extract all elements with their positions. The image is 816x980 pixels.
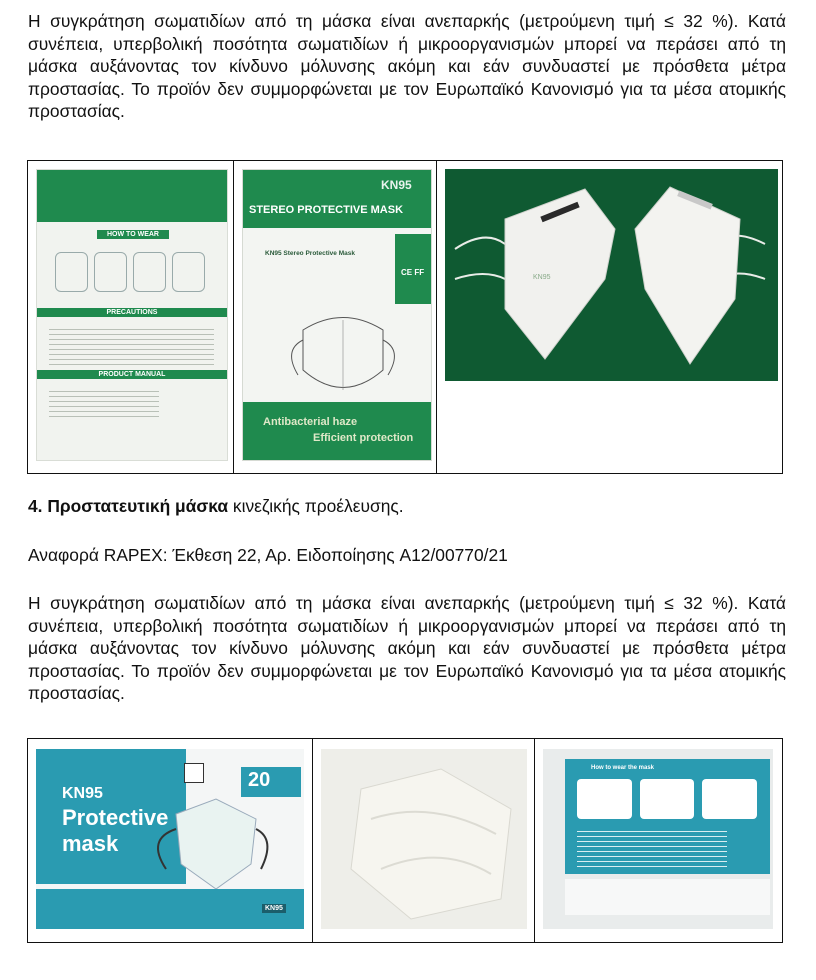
photo-masks xyxy=(436,161,782,473)
mask-diagram-icon xyxy=(283,300,403,410)
product-manual-label: PRODUCT MANUAL xyxy=(37,370,227,379)
box-mask: mask xyxy=(62,831,119,856)
wear-step-icon xyxy=(94,252,127,292)
pkg-front-subtitle: KN95 Stereo Protective Mask xyxy=(265,250,355,257)
item-number: 4. xyxy=(28,496,43,516)
wear-step-icon xyxy=(172,252,205,292)
package-front-image xyxy=(242,169,432,461)
back-wear-steps xyxy=(577,779,757,819)
photo-package-front xyxy=(233,161,436,473)
wear-step-icon xyxy=(133,252,166,292)
pkg-front-ce-mark: CE FF xyxy=(401,268,425,277)
photo-grid-top xyxy=(27,160,783,474)
item-paragraph: Η συγκράτηση σωματιδίων από τη μάσκα είναι ανεπαρκής (μετρούμενη τιμή ≤ 32 %). Κατά συνέπεια, υπερβολική ποσότητα σωματιδίων ή μικροοργανισμών μπορεί να περάσει από τη μάσκα αυξάνοντας τον κίνδυνο μόλυνσης ακόμη και εάν συνδυαστεί με πρόσθετα μέτρα προστασίας. Το προϊόν δεν συμμορφώνεται με τον Ευρωπαϊκό Κανονισμό για τα μέσα ατομικής προστασίας. xyxy=(28,593,786,703)
back-wear-step-icon xyxy=(702,779,757,819)
photo-white-masks xyxy=(312,739,534,942)
photo-grid-bottom xyxy=(27,738,783,943)
precautions-label: PRECAUTIONS xyxy=(37,308,227,317)
box-back-heading: How to wear the mask xyxy=(591,765,655,771)
pkg-front-banner: STEREO PROTECTIVE MASK xyxy=(249,204,404,216)
masks-image xyxy=(445,169,778,381)
box-back-lower xyxy=(565,879,770,915)
box-kn95: KN95 xyxy=(62,785,103,802)
back-text-lines xyxy=(577,827,727,867)
item-heading xyxy=(28,496,404,517)
intro-paragraph: Η συγκράτηση σωματιδίων από τη μάσκα είναι ανεπαρκής (μετρούμενη τιμή ≤ 32 %). Κατά συνέπεια, υπερβολική ποσότητα σωματιδίων ή μικροοργανισμών μπορεί να περάσει από τη μάσκα αυξάνοντας τον κίνδυνο μόλυνσης ακόμη και εάν συνδυαστεί με πρόσθετα μέτρα προστασίας. Το προϊόν δεν συμμορφώνεται με τον Ευρωπαϊκό Κανονισμό για τα μέσα ατομικής προστασίας. xyxy=(28,11,786,121)
manual-text-lines xyxy=(49,387,159,417)
pkg-front-kn95: KN95 xyxy=(381,178,412,192)
box-front-image xyxy=(36,749,304,929)
item-title-rest: κινεζικής προέλευσης. xyxy=(228,496,404,516)
rapex-reference: Αναφορά RAPEX: Έκθεση 22, Αρ. Ειδοποίησης A12/00770/21 xyxy=(28,545,508,565)
white-masks-icon xyxy=(321,749,527,929)
package-front-bottom-band xyxy=(243,402,431,460)
back-wear-step-icon xyxy=(577,779,632,819)
wear-steps xyxy=(55,252,205,292)
box-count: 20 xyxy=(248,769,271,791)
package-back-image xyxy=(36,169,228,461)
masks-icon xyxy=(445,169,778,381)
box-back-image xyxy=(543,749,773,929)
photo-package-back xyxy=(28,161,233,473)
precautions-text-lines xyxy=(49,325,214,365)
box-mask-icon xyxy=(146,794,276,894)
wear-step-icon xyxy=(55,252,88,292)
photo-box-front xyxy=(28,739,312,942)
box-qr-icon xyxy=(184,763,204,783)
package-back-top-band xyxy=(37,170,227,222)
mask-kn95-print: KN95 xyxy=(533,274,551,281)
item-title-bold: Προστατευτική μάσκα xyxy=(47,496,229,516)
box-badge: KN95 xyxy=(262,904,286,913)
pkg-front-footer2: Efficient protection xyxy=(313,432,414,444)
white-masks-image xyxy=(321,749,527,929)
how-to-wear-label: HOW TO WEAR xyxy=(97,230,169,239)
pkg-front-footer1: Antibacterial haze xyxy=(263,416,358,428)
back-wear-step-icon xyxy=(640,779,695,819)
box-protective: Protective xyxy=(62,805,169,830)
photo-box-back xyxy=(534,739,782,942)
